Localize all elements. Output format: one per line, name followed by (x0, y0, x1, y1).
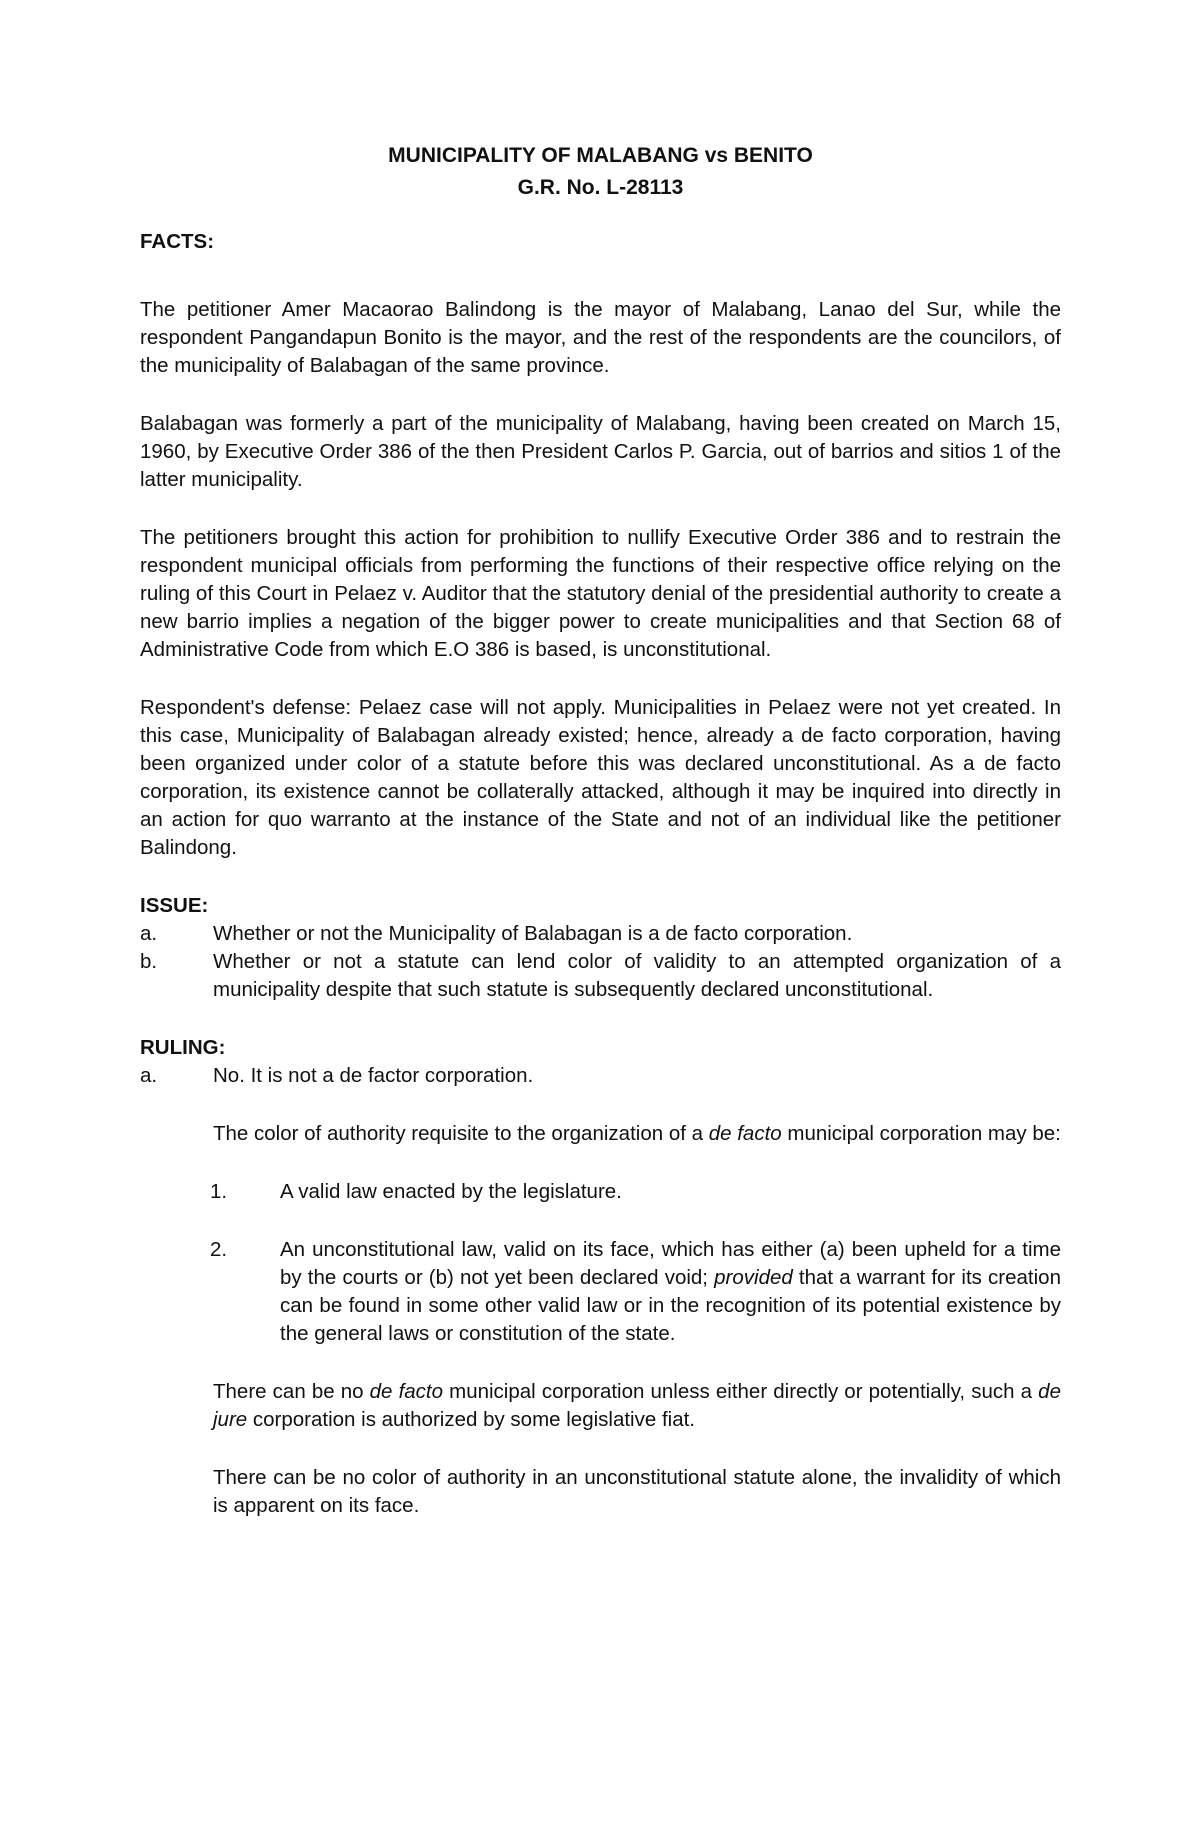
issue-heading: ISSUE: (140, 894, 209, 917)
ruling-answer: No. It is not a de factor corporation. (213, 1064, 534, 1087)
facts-paragraph: Respondent's defense: Pelaez case will not apply. Municipalities in Pelaez were not yet created. In this case, Municipality of Balabagan already existed; hence, already a de facto corporation, having been organized under color of a statute before this was declared unconstitutional. As a de facto corporation, its existence cannot be collaterally attacked, although it may be inquired into directly in an action for quo warranto at the instance of the State and not of an individual like the petitioner Balindong. (140, 696, 1061, 859)
requisite-text: A valid law enacted by the legislature. (280, 1180, 622, 1203)
ruling-heading: RULING: (140, 1036, 226, 1059)
list-marker: 1. (210, 1180, 228, 1203)
facts-paragraph: The petitioner Amer Macaorao Balindong is the mayor of Malabang, Lanao del Sur, while the respondent Pangandapun Bonito is the mayor, and the rest of the respondents are the councilors, of the municipality of Balabagan of the same province. (140, 298, 1061, 377)
list-marker: a. (140, 922, 158, 945)
case-title: MUNICIPALITY OF MALABANG vs BENITO (388, 144, 813, 167)
list-marker: b. (140, 950, 158, 973)
list-item (210, 1178, 1061, 1206)
issue-text: Whether or not a statute can lend color of validity to an attempted organization of a municipality despite that such statute is subsequently declared unconstitutional. (213, 950, 1061, 1001)
list-item (140, 920, 1061, 948)
facts-heading: FACTS: (140, 230, 215, 253)
list-item (210, 1236, 1061, 1348)
facts-paragraph: Balabagan was formerly a part of the municipality of Malabang, having been created on March 15, 1960, by Executive Order 386 of the then President Carlos P. Garcia, out of barrios and sitios 1 of the latter municipality. (140, 412, 1061, 491)
ruling-item-a (140, 1062, 1061, 1090)
case-number: G.R. No. L-28113 (517, 176, 684, 199)
list-item (140, 948, 1061, 1004)
no-de-facto-paragraph: There can be no de facto municipal corporation unless either directly or potentially, such a de jure corporation is authorized by some legislative fiat. (213, 1380, 1061, 1431)
issue-text: Whether or not the Municipality of Balabagan is a de facto corporation. (213, 922, 853, 945)
list-marker: a. (140, 1064, 158, 1087)
final-paragraph: There can be no color of authority in an unconstitutional statute alone, the invalidity of which is apparent on its face. (213, 1466, 1061, 1517)
color-authority-paragraph: The color of authority requisite to the organization of a de facto municipal corporation may be: (213, 1122, 1061, 1145)
facts-paragraph: The petitioners brought this action for prohibition to nullify Executive Order 386 and to restrain the respondent municipal officials from performing the functions of their respective office relying on the ruling of this Court in Pelaez v. Auditor that the statutory denial of the presidential authority to create a new barrio implies a negation of the bigger power to create municipalities and that Section 68 of Administrative Code from which E.O 386 is based, is unconstitutional. (140, 526, 1061, 661)
document-body (140, 140, 1061, 1520)
requisite-text: An unconstitutional law, valid on its face, which has either (a) been upheld for a time by the courts or (b) not yet been declared void; provided that a warrant for its creation can be found in some other valid law or in the recognition of its potential existence by the general laws or constitution of the state. (280, 1238, 1061, 1345)
list-marker: 2. (210, 1238, 228, 1261)
issue-list (140, 920, 1061, 1004)
